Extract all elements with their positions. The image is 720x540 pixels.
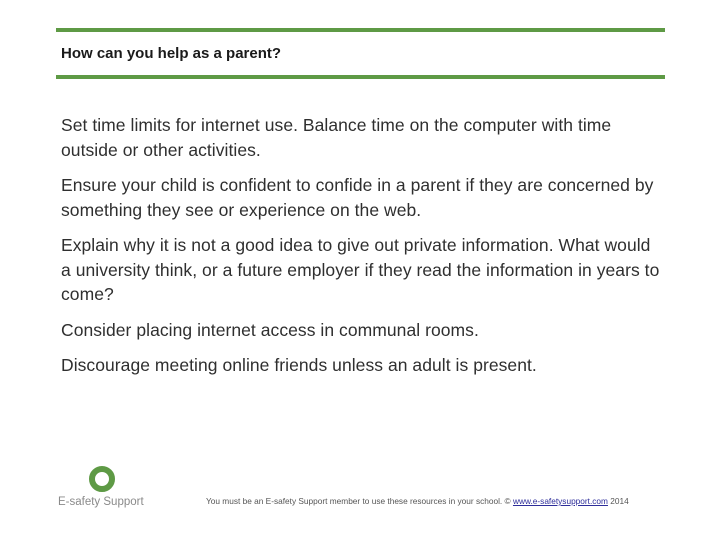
slide-title: How can you help as a parent? xyxy=(61,45,282,62)
title-bottom-rule xyxy=(56,75,665,79)
title-top-rule xyxy=(56,28,665,32)
bullet-list xyxy=(61,113,661,389)
list-item: Ensure your child is confident to confide in a parent if they are concerned by something they see or experience on the web. xyxy=(61,175,654,220)
footer-copyright xyxy=(206,496,629,506)
esafety-logo xyxy=(58,462,150,512)
list-item: Consider placing internet access in communal rooms. xyxy=(61,319,479,340)
list-item: Set time limits for internet use. Balance time on the computer with time outside or other activities. xyxy=(61,115,612,160)
list-item: Discourage meeting online friends unless an adult is present. xyxy=(61,355,537,375)
footer-year: 2014 xyxy=(610,496,629,506)
logo-text: E-safety Support xyxy=(58,496,144,508)
list-item: Explain why it is not a good idea to give out private information. What would a university think, or a future employer if they read the information in years to come? xyxy=(61,235,660,304)
website-link[interactable]: www.e-safetysupport.com xyxy=(512,496,608,506)
ring-logo-icon xyxy=(88,465,116,493)
footer-note-text: You must be an E-safety Support member to use these resources in your school. © xyxy=(206,496,511,506)
